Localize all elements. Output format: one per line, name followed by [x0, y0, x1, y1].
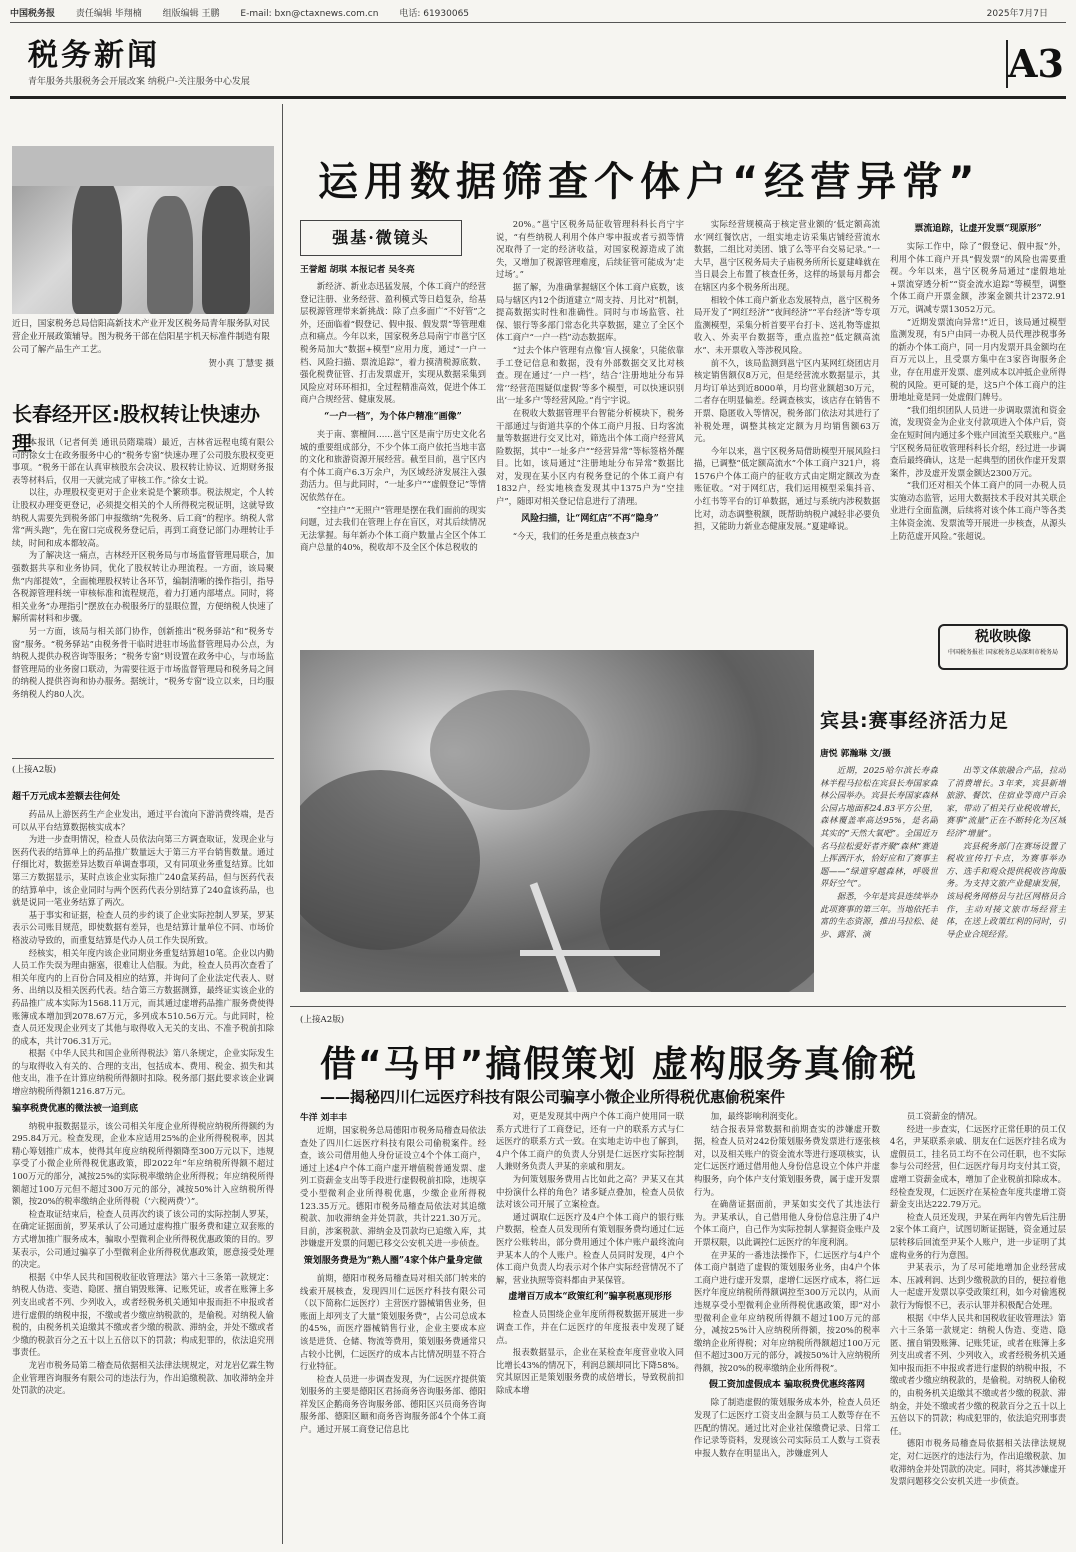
paragraph: 经核实，相关年度内该企业同期业务重复结算超10笔。企业以内勤人员工作失误为理由搪塞，很难让人信服。为此，检查人员再次查看了相关年度内的上百份合同及相应的结算，并询问了企业法定代表人、财务、出纳以及相关医药代表。结合第三方数据测算，最终证实该企业的药品推广成本实际为1568.11万元，而其通过虚增药品推广服务费使得账簿成本增加到2078.67万元，多列成本510.56万元。与此同时，检查人员还发现企业列支了其他与取得收入无关的支出、不准予税前扣除的成本，共计706.31万元。 — [12, 947, 274, 1046]
paragraph: 为进一步查明情况，检查人员依法向第三方调查取证，发现企业与医药代表的结算单上的药品推广数量远大于第三方平台销售数量。通过仔细比对，数据差异达数百单调查事项，又有同项业务重复结算。比如第三方数据显示，某时点该企业实际推广240盒某药品，但与医药代表的结算单中，该企业同时与两个医药代表分别结算了240盒该药品，也就是说同一笔业务结算了两次。 — [12, 834, 274, 908]
paragraph: 药品从上游医药生产企业发出，通过平台流向下游消费终端，是否可以从平台结算数据核实成本？ — [12, 809, 274, 832]
case-headline: 借“马甲”搞假策划 虚构服务真偷税 — [320, 1044, 918, 1085]
news-photo — [12, 146, 274, 314]
case-subtitle: ——揭秘四川仁远医疗科技有限公司骗享小微企业所得税优惠偷税案件 — [320, 1088, 786, 1106]
paragraph: 为了解决这一痛点，吉林经开区税务局与市场监督管理局联合，加强数据共享和业务协同，优化了股权转让办理流程。一方面，该局聚焦“内部提效”，全面梳理股权转让各环节，编制清晰的操作指引，指导各税源管理科统一审核标准和流程规范，着力打通内部堵点。同时，将相关业务“办理指引”摆放在办税服务厅的显眼位置，方便纳税人快速了解所需材料和步骤。 — [12, 550, 274, 624]
photo-caption: 近日，国家税务总局信阳高新技术产业开发区税务局青年服务队对民营企业开展政策辅导。图为税务干部在信阳星宇机天标准件制造有限公司了解产品生产工艺。 — [12, 319, 270, 355]
subheading: 票流追踪，让虚开发票“现原形” — [914, 224, 1042, 234]
subheading: 策划服务费是为“熟人圈”4家个体户量身定做 — [303, 1255, 483, 1266]
paragraph: “过去个体户管理有点像‘盲人摸象’，只能依靠手工登记信息和数据，没有外部数据交叉比对核查。现在通过‘一户一档’，结合‘注册地址分布异常’‘经营范围疑似虚假’等多个模型，可以快速识别出‘一址多户’等经营风险。”肖宁宇说。 — [496, 344, 684, 406]
paragraph: 除了制造虚假的策划服务成本外，检查人员还发现了仁远医疗工资支出金额与员工人数等存在不匹配的情况。通过比对企业社保缴费记录、日常工作记录等资料，发现该公司实际员工人数与工资表申报人数存在明显出入，涉嫌虚列人 — [694, 1397, 880, 1458]
photo-text-col-1 — [820, 764, 938, 996]
paragraph: 检查人员还发现，尹某在两年内曾先后注册2家个体工商户，试图切断证据链，资金通过层层转移后回流至尹某个人账户，进一步证明了其虚构业务的行为意图。 — [890, 1211, 1066, 1260]
subheading: 虚增百万成本“政策红利”骗享税惠现形形 — [508, 1292, 672, 1303]
paragraph: “我们还对相关个体工商户的同一办税人员实施动态监管，运用大数据技术手段对其关联企业进行全面监测，后续将对该个体工商户等各类主体资金流、发票流等开展进一步核查，从源头上防范虚开风险。”张超说。 — [890, 480, 1066, 541]
paragraph: 龙岩市税务局第二稽查局依据相关法律法规规定，对龙岩亿霖生物企业管理咨询服务有限公司的违法行为，作出追缴税款、加收滞纳金并处罚款的决定。 — [12, 1359, 274, 1396]
case-col-4 — [890, 1110, 1066, 1544]
changchun-body — [12, 436, 274, 754]
case-byline: 牛洋 刘丰丰 — [300, 1113, 348, 1123]
paragraph: 纳税申报数据显示，该公司相关年度企业所得税应纳税所得额约为295.84万元。检查发现，企业本应适用25%的企业所得税税率，因其精心筹划推广成本，使得其年度应纳税所得额降至300万元以下，违规享受了小微企业所得税优惠政策，即2022年“年应纳税所得额不超过100万元的部分，减按25%的实际税率缴纳企业所得税；年应纳税所得额超过100万元但不超过300万元的部分，减按50%计入应纳税所得额，按20%的税率缴纳企业所得税（‘六税两费’）”。 — [12, 1120, 274, 1207]
subheading: 风险扫描，让“网红店”不再“隐身” — [521, 513, 659, 524]
paper-name: 中国税务报 — [10, 9, 56, 19]
paragraph: 另一方面，该局与相关部门协作，创新推出“税务驿站”和“税务专窗”服务。“税务驿站”由税务骨干临时进驻市场监督管理局办公点，为纳税人提供办税咨询等服务；“税务专窗”则设置在政务中心，与市场监督管理局的业务窗口联动，为需要往返于市场监督管理局和税务局之间的纳税人提供咨询和协办服务。据统计，“税务专窗”设立以来，日均服务纳税人约80人次。 — [12, 625, 274, 699]
paragraph: 根据《中华人民共和国税收征收管理法》第六十三条第一款规定：纳税人伪造、变造、隐匿、擅自销毁账簿、记账凭证，或者在账簿上多列支出或者不列、少列收入，或者经税务机关通知申报而拒不申报或者进行虚假的纳税申报，不缴或者少缴应纳税款的，是偷税。对纳税人偷税的，由税务机关追缴其不缴或者少缴的税款、滞纳金，并处不缴或者少缴的税款百分之五十以上五倍以下的罚款；构成犯罪的，依法追究刑事责任。 — [890, 1312, 1066, 1436]
divider — [12, 758, 274, 759]
paragraph: 基于事实和证据，检查人员约步约谈了企业实际控制人罗某，罗某表示公司账目规范，即使数据有差异，也是结算计量单位不同、市场价格波动导致的，而重复结算是代办人员工作失误所致。 — [12, 909, 274, 945]
paragraph: “空挂户”“无照户”管理是摆在我们面前的现实问题，过去我们在管理上存在盲区，对其后续情况无法掌握。每年新办个体工商户数量占全区个体工商户总量的40%，税收却不及全区个体总税收的 — [300, 504, 486, 553]
paragraph: 今年以来，邕宁区税务局借助模型开展风险扫描，已调整“低定额高流水”个体工商户321户，将1576户个体工商户的征收方式由定期定额改为查账征收。“对于网红店，我们运用模型采集抖音、小红书等平台的订单数据，通过与系统内涉税数据比对，动态调整税额，既帮助纳税户减轻非必要负担，又能助力新业态健康发展。”夏建峰说。 — [694, 445, 880, 532]
photo-section-byline: 唐悦 郭瀚琳 文/摄 — [820, 749, 891, 759]
paragraph: 新经济、新业态迅猛发展，个体工商户的经营登记注册、业务经营、盈利模式等日趋复杂，给基层税源管理带来新挑战：除了点多面广“不好管”之外，还面临着“假登记、假申报、假发票”等管理难点和痛点。今年以来，国家税务总局南宁市邕宁区税务局加大“数据+模型”应用力度，通过“一户一档、风险扫描、票流追踪”，着力摸清税源底数、强化税费征管、打击发票虚开，实现从数据采集到风险应对环环相扣，全过程精准高效，促进个体工商户合规经营、健康发展。 — [300, 281, 486, 405]
paragraph: 德阳市税务局稽查局依据相关法律法规规定，对仁远医疗的违法行为，作出追缴税款、加收滞纳金并处罚款的决定。同时，将其涉嫌虚开发票问题移交公安机关进一步侦查。 — [890, 1438, 1066, 1487]
paragraph: 在尹某的一番违法操作下，仁远医疗与4户个体工商户制造了虚假的策划服务业务，由4户个体工商户进行虚开发票，虚增仁远医疗成本，将仁远医疗年度应纳税所得额调控至300万元以内，从而违规享受小型微利企业所得税优惠政策，即“对小型微利企业年应纳税所得额不超过100万元的部分，减按25%计入应纳税所得额，按20%的税率缴纳企业所得税；对年应纳税所得额超过100万元但不超过300万元的部分，减按50%计入应纳税所得额，按20%的税率缴纳企业所得税”。 — [694, 1249, 880, 1373]
issue-date: 2025年7月7日 — [986, 9, 1048, 19]
photo-credit: 贺小真 丁慧雯 摄 — [208, 359, 274, 369]
paragraph: 对，更是发现其中两户个体工商户使用同一联系方式进行了工商登记，还有一户的联系方式与仁远医疗的联系方式一致。在实地走访中也了解到，4户个体工商户的负责人分别是仁远医疗实际控制人兼财务负责人尹某的亲戚和朋友。 — [496, 1111, 684, 1172]
paragraph: 经进一步查实，仁远医疗正常任职的员工仅4名，尹某联系亲戚、朋友在仁远医疗挂名成为虚假员工，挂名员工均不在公司任职，也不实际参与公司经营，但仁远医疗每月均支付其工资，虚增工资薪金成本，增加了企业税前扣除成本。经检查发现，仁远医疗在某检查年度共虚增工资薪金支出达222.79万元。 — [890, 1123, 1066, 1210]
page-number: A3 — [1008, 41, 1064, 86]
column-tag: 强基·微镜头 — [300, 220, 462, 256]
paragraph: 近期，2025哈尔滨长寿森林半程马拉松在宾县长寿国家森林公园举办。宾县长寿国家森林公园占地面积24.83平方公里，森林覆盖率高达95%，是名副其实的“天然大氧吧”。全国近万名马拉松爱好者齐聚“森林”赛道上挥洒汗水，恰好应和了赛事主题——“绿道穿越森林，呼吸世界好空气”。 — [820, 765, 938, 889]
paragraph: 为何策划服务费用占比如此之高？尹某又在其中扮演什么样的角色？诸多疑点叠加，检查人员依法对该公司开展了立案检查。 — [496, 1173, 684, 1210]
paragraph: 据悉，今年是宾县连续举办此项赛事的第三年。当地依托丰富的生态资源，推出马拉松、徒步、露营、演 — [820, 890, 938, 939]
paragraph: 前不久，该局监测到邕宁区内某网红烧团店月核定销售额仅8万元，但是经营流水数据显示，其月均订单达到近8000单，月均营业额超30万元，二者存在明显偏差。经调查核实，该店存在销售不开票、隐匿收入等情况，税务部门依法对其进行了补税处理，调整其核定定额为月均销售额63万元。 — [694, 357, 880, 444]
paragraph: 检查取证结束后，检查人员再次约谈了该公司的实际控制人罗某，在确定证据面前，罗某承认了公司通过虚构推广服务费和建立双套账的方式增加推广服务成本，骗取小型微利企业所得税优惠政策的目的。罗某表示，公司通过骗享了小型微利企业所得税优惠政策，愿意接受处理的决定。 — [12, 1208, 274, 1270]
case-col-2 — [496, 1110, 684, 1544]
paragraph: 在税收大数据管理平台智能分析模块下，税务干部通过与街道共享的个体工商户月报、日均客流量等数据进行交叉比对，筛选出个体工商户经营风险数据，其中“一址多户”“经营异常”等标签格外醒目。比如，该局通过“注册地址分布异常”数据比对，发现在某小区内有税务登记的个体工商户有1832户，经实地核查发现其中1375户为“空挂户”，随即对相关登记信息进行了清理。 — [496, 407, 684, 507]
paragraph: “近期发票流向异常!”近日，该局通过模型监测发现，有5户由同一办税人员代理涉税事务的新办个体工商户，同一月内发票开具金额均在百万元以上，且受票方集中在3家咨询服务企业，存在用虚开发票、虚列成本以冲抵企业所得税的风险。更可疑的是，这5户个体工商户的注册地址竟是同一处虚假门牌号。 — [890, 316, 1066, 403]
photo-section-headline: 宾县:赛事经济活力足 — [820, 710, 1009, 732]
paragraph: 实际工作中，除了“假登记、假申报”外，利用个体工商户开具“假发票”的风险也需要重视。今年以来，邕宁区税务局通过“虚假地址+票流穿透分析”“资金流水追踪”等模型，调整个体工商户开票金额，涉案金额共计2372.91万元，调减专票13052万元。 — [890, 241, 1066, 314]
paragraph: 通过调取仁远医疗及4户个体工商户的银行账户数据，检查人员发现所有策划服务费均通过仁远医疗公账转出，部分费用通过个体户账户最终流向尹某本人的个人账户。检查人员同时发现，4户个体工商户负责人均表示对个体户实际经营情况不了解，营业执照等资料都由尹某保管。 — [496, 1211, 684, 1285]
paragraph: 在确凿证据面前，尹某如实交代了其违法行为。尹某承认，自己借用他人身份信息注册了4户个体工商户，自己作为实际控制人掌握资金账户及开票权限，以此调控仁远医疗的年度利润。 — [694, 1199, 880, 1247]
subheading: “一户一档”，为个体户精准“画像” — [324, 411, 462, 422]
paragraph: 检查人员围绕企业年度所得税数据开展进一步调查工作，并在仁远医疗的年度报表中发现了疑点。 — [496, 1309, 684, 1345]
editor: 责任编辑 毕翔楠 — [75, 9, 142, 19]
feature-col-3 — [694, 218, 880, 625]
paragraph: 报表数据显示，企业在某检查年度营业收入同比增长43%的情况下，利润总额却同比下降58%。究其原因正是策划服务费的成倍增长，导致税前扣除成本增 — [496, 1347, 684, 1395]
layout-editor: 组版编辑 王鹏 — [162, 9, 220, 19]
paragraph: 夹于南、寨檀间……邕宁区是南宁历史文化名城的重要组成部分，不少个体工商户依托当地丰富的文化和旅游资源开展经营。截至目前，邕宁区内有个体工商户6.3万余户，为区域经济发展注入强劲活力。但与此同时，“一址多户”“虚假登记”等情况依然存在。 — [300, 428, 486, 502]
paragraph: 出等文体旅融合产品，拉动了消费增长。3年来，宾县新增旅游、餐饮、住宿业等商户百余家，带动了相关行业税收增长，赛事“流量”正在不断转化为区域经济“增量”。 — [946, 765, 1066, 838]
feature-col-4 — [890, 218, 1066, 625]
feature-byline: 王誉超 胡琪 本报记者 吴冬亮 — [300, 265, 415, 275]
paragraph: 本报讯（记者何美 通讯员隋瑞瑞）最近，吉林省远程电缆有限公司的徐女士在政务服务中心的“税务专窗”快速办理了公司股东股权变更事项。“税务干部在认真审核股东会决议、股权转让协议、近期财务报表等材料后，仅用一天就完成了审核工作。”徐女士说。 — [12, 437, 274, 485]
feature-col-2 — [496, 218, 684, 625]
badge-org: 中国税务报社 国家税务总局深圳市税务局 — [948, 649, 1058, 656]
subheading: 假工资加虚假成本 骗取税费优惠终落网 — [708, 1380, 866, 1391]
photo-text-col-2 — [946, 764, 1066, 996]
feature-headline: 运用数据筛查个体户“经营异常” — [318, 159, 981, 205]
aerial-photo — [300, 650, 814, 992]
paragraph: 根据《中华人民共和国税收征收管理法》第六十三条第一款规定：纳税人伪造、变造、隐匿、擅自销毁账簿、记账凭证，或者在账簿上多列支出或者不列、少列收入，或者经税务机关通知申报而拒不申报或者进行虚假的纳税申报，不缴或者少缴应纳税款的，是偷税。对纳税人偷税的，由税务机关追缴其不缴或者少缴的税款、滞纳金，并处不缴或者少缴的税款百分之五十以上五倍以下的罚款；构成犯罪的，依法追究刑事责任。 — [12, 1271, 274, 1358]
paragraph: 20%。”邕宁区税务局征收管理科科长肖宁宇说，“有些纳税人利用个体户零申报或者亏损等情况取得了一定的经济收益，对国家税源造成了流失，又增加了税源管理难度，后续征管可能成为‘走过场’。” — [496, 219, 684, 280]
subheading: 超千万元成本差额去往何处 — [12, 792, 121, 802]
paragraph: 以往，办理股权变更对于企业来说是个繁琐事。税法规定，个人转让股权办理变更登记，必须提交相关的个人所得税完税证明，这就导致纳税人需要先到税务部门申报缴纳“先税务、后工商”的程序。纳税人常常“两头跑”，先在窗口完成税务登记后，再到工商登记部门办理转让手续，时间和成本都较高。 — [12, 487, 274, 548]
section-title: 税务新闻 — [28, 38, 160, 73]
header-rule — [10, 22, 1066, 23]
feature-col-1 — [300, 280, 486, 625]
paragraph: 检查人员进一步调查发现，为仁远医疗提供策划服务的主要是德阳区君扬商务咨询服务部、德阳祥发区企鹅商务咨询服务部、德阳区兴员商务咨询服务部、德阳区颐和商务咨询服务部4个个体工商户。通过开展工商登记信息比 — [300, 1373, 486, 1435]
email: E-mail: bxn@ctaxnews.com.cn — [240, 9, 379, 19]
paragraph: 据了解，为准确掌握辖区个体工商户底数，该局与辖区内12个街道建立“周支持、月比对”机制，提高数据实时性和准确性。同时与市场监管、社保、银行等多部门常态化共享数据，建立了全区个体工商户“一户一档”动态数据库。 — [496, 281, 684, 343]
divider — [290, 1006, 1066, 1007]
paragraph: 宾县税务部门在赛场设置了税收宣传打卡点，为赛事举办方、选手和观众提供税收咨询服务。为支持文旅产业健康发展，该局税务网格员与社区网格员合作，主动对接文旅市场经营主体，在送上政策红利的同时，引导企业合规经营。 — [946, 840, 1066, 939]
paragraph: 加，最终影响利润变化。 — [710, 1111, 803, 1121]
case-continued-note: (上接A2版) — [300, 1015, 345, 1025]
case-col-3 — [694, 1110, 880, 1544]
column-divider — [282, 104, 283, 1544]
continued-note: (上接A2版) — [12, 765, 57, 775]
paragraph: 近期，国家税务总局德阳市税务局稽查局依法查处了四川仁远医疗科技有限公司偷税案件。经查，该公司借用他人身份证设立4个个体工商户，通过上述4户个体工商户虚开增值税普通发票、虚列工资薪金支出等手段进行虚假税前扣除，违规享受小型微利企业所得税优惠，少缴企业所得税123.35万元。德阳市税务局稽查局依法对其追缴税款、加收滞纳金并处罚款，共计221.30万元。目前，涉案税款、滞纳金及罚款均已追缴入库，其涉嫌虚开发票的问题已移交公安机关进一步侦查。 — [300, 1125, 486, 1249]
paragraph: 前期，德阳市税务局稽查局对相关部门转来的线索开展核查，发现四川仁远医疗科技有限公司（以下简称仁远医疗）主营医疗器械销售业务，但账面上却列支了大量“策划服务费”，占公司总成本的45%，而医疗器械销售行业，企业主要成本应该是进货、仓储、物流等费用，策划服务费通常只占较小比例，仁远医疗的成本占比情况明显不符合行业特征。 — [300, 1272, 486, 1372]
paragraph: 相较个体工商户新业态发展特点，邕宁区税务局开发了“网红经济”“夜间经济”“平台经济”等专项监测模型，采集分析首要平台打卡、送礼物等虚拟收入、外卖平台数据等，重点监控“低定额高流水”、未开票收入等涉税风险。 — [694, 294, 880, 355]
subheading: 骗享税费优惠的微法被一追到底 — [12, 1103, 139, 1114]
paragraph: 尹某表示，为了尽可能地增加企业经营成本、压减利润、达到少缴税款的目的，便拉着他人一起虚开发票以享受政策红利，如今对偷逃税款行为悔恨不已，表示认罪并积极配合处理。 — [890, 1262, 1066, 1310]
continued-body — [12, 786, 274, 1546]
masthead-line — [10, 6, 1066, 22]
paragraph: “我们组织团队人员进一步调取票流和资金流，发现资金为企业支付款项进入个体户后，资金在短时间内通过多个账户回流至关联账户。”邕宁区税务局征收管理科科长介绍，经过进一步调查后最终确认，这是一起典型的团伙作虚开发票案件，涉及虚开发票金额达2300万元。 — [890, 404, 1066, 478]
paragraph: 根据《中华人民共和国企业所得税法》第八条规定，企业实际发生的与取得收入有关的、合理的支出，包括成本、费用、税金、损失和其他支出，准予在计算应纳税所得额时扣除。税务部门据此要求该企业调增应纳税所得额1216.87万元。 — [12, 1048, 274, 1097]
paragraph: “今天，我们的任务是重点核查3户 — [512, 530, 640, 541]
paragraph: 员工资薪金的情况。 — [906, 1111, 983, 1121]
paragraph: 实际经营规模高于核定营业额的‘低定额高流水’网红餐饮店，一组实地走访采集店铺经营流水数据，二组比对美团、饿了么等平台交易记录。”一大早，邕宁区税务局夫子庙税务所所长夏建峰就在当日晨会上布置了核查任务，这样的场景每月都会在辖区内多个税务所出现。 — [694, 219, 880, 292]
section-rule — [10, 96, 1066, 99]
image-column-badge — [938, 624, 1068, 670]
case-col-1 — [300, 1124, 486, 1544]
badge-title: 税收映像 — [975, 629, 1031, 645]
section-tagline: 青年服务共服税务会开展改案 纳税户-关注服务中心发展 — [28, 77, 250, 87]
paragraph: 结合报表异常数据和前期查实的涉嫌虚开数据，检查人员对242份策划服务费发票进行逐张核对，以及相关账户的资金流水等进行逐项核实，认定仁远医疗通过借用他人身份信息设立个体户并虚构服务，向个体户支付策划服务费，属于虚开发票行为。 — [694, 1123, 880, 1197]
changchun-headline: 长春经开区:股权转让快速办理 — [12, 402, 260, 455]
phone: 电话: 61930065 — [399, 9, 470, 19]
